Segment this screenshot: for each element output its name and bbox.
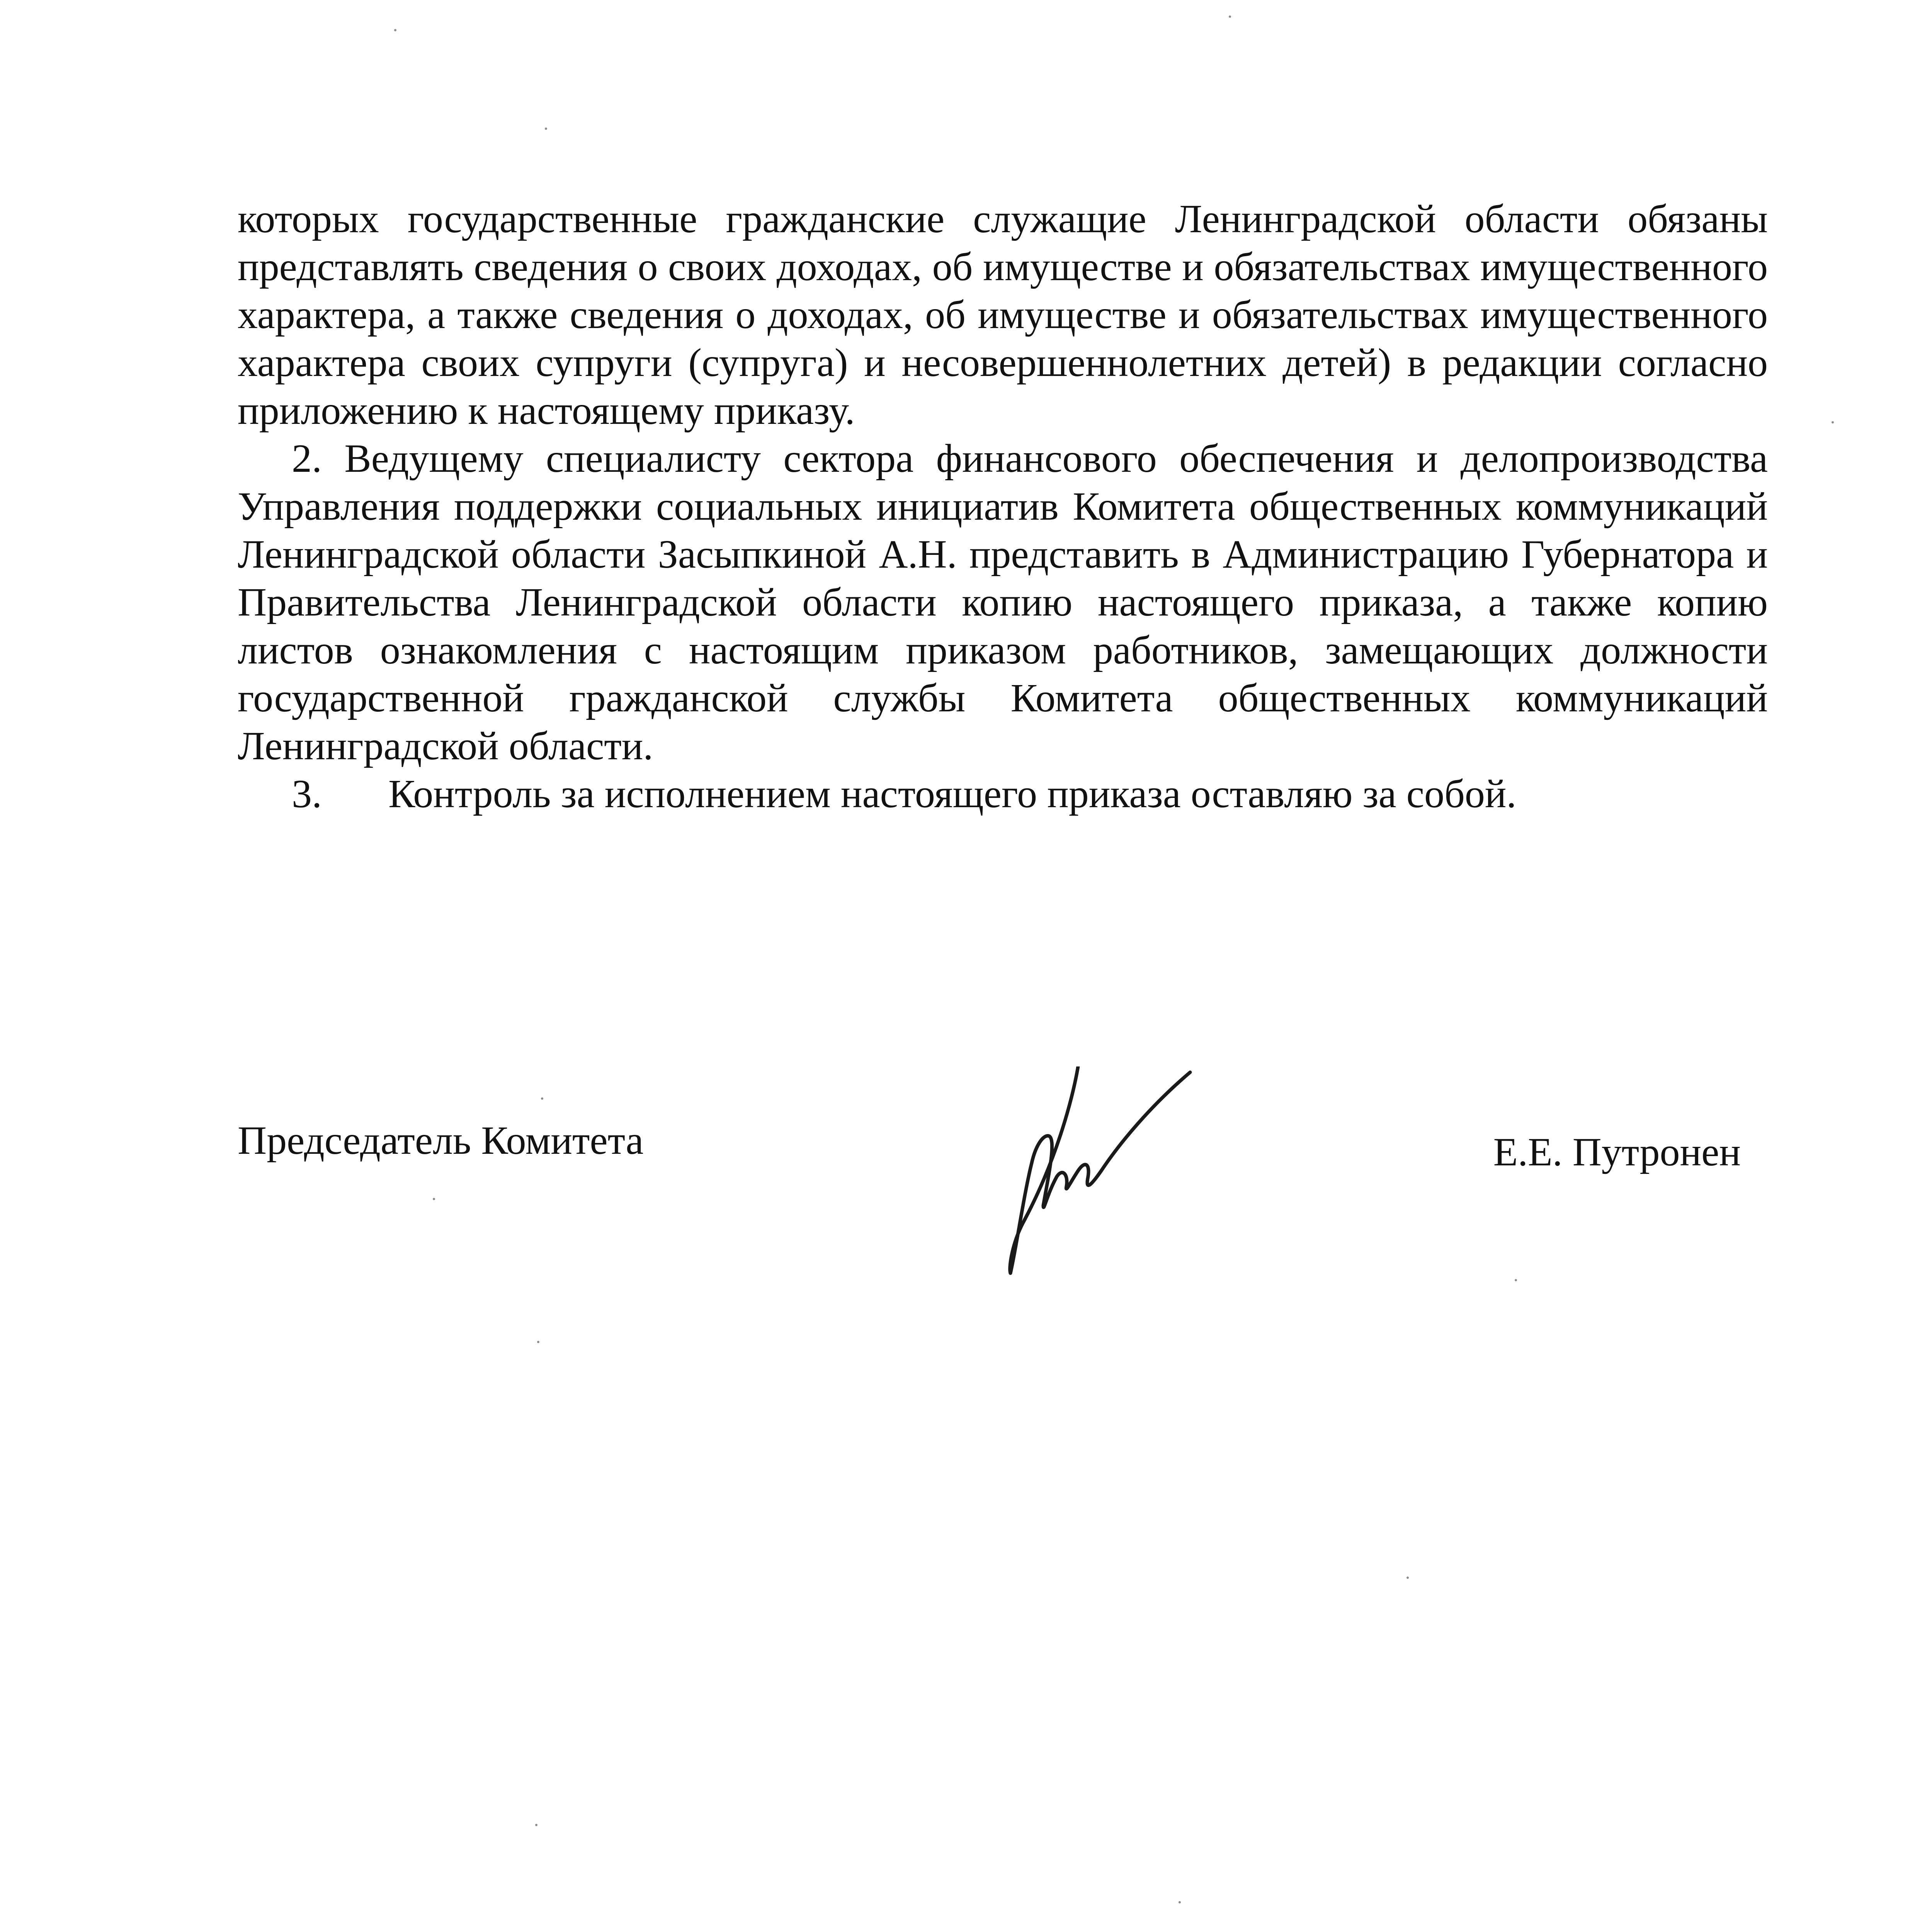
paragraph-3-number: 3. xyxy=(292,772,322,816)
scan-speck xyxy=(541,1097,543,1100)
scan-speck xyxy=(1406,1577,1409,1579)
scan-speck xyxy=(537,1341,539,1343)
paragraph-3 xyxy=(238,770,1768,818)
scan-speck xyxy=(545,128,547,130)
scan-speck xyxy=(1179,1901,1181,1903)
paragraph-3-text: Контроль за исполнением настоящего приказа оставляю за собой. xyxy=(388,772,1517,816)
scan-speck xyxy=(433,1198,435,1200)
signatory-title: Председатель Комитета xyxy=(238,1118,644,1163)
scan-speck xyxy=(1832,421,1834,423)
scan-speck xyxy=(394,29,396,31)
scan-speck xyxy=(1229,15,1231,18)
scan-speck xyxy=(535,1824,537,1826)
paragraph-2: 2. Ведущему специалисту сектора финансового обеспечения и делопроизводства Управления поддержки социальных инициатив Комитета общественных коммуникаций Ленинградской области Засыпкиной А.Н. представить в Администрацию Губернатора и Правительства Ленинградской области копию настоящего приказа, а также копию листов ознакомления с настоящим приказом работников, замещающих должности государственной гражданской службы Комитета общественных коммуникаций Ленинградской области. xyxy=(238,436,1768,768)
document-body xyxy=(238,195,1768,818)
paragraph-1-continuation: которых государственные гражданские служащие Ленинградской области обязаны представлять сведения о своих доходах, об имуществе и обязательствах имущественного характера, а также сведения о доходах, об имуществе и обязательствах имущественного характера своих супруги (супруга) и несовершеннолетних детей) в редакции согласно приложению к настоящему приказу. xyxy=(238,197,1768,433)
signatory-name: Е.Е. Путронен xyxy=(1493,1130,1741,1174)
scan-speck xyxy=(1515,1279,1517,1281)
handwritten-signature xyxy=(989,1066,1244,1283)
